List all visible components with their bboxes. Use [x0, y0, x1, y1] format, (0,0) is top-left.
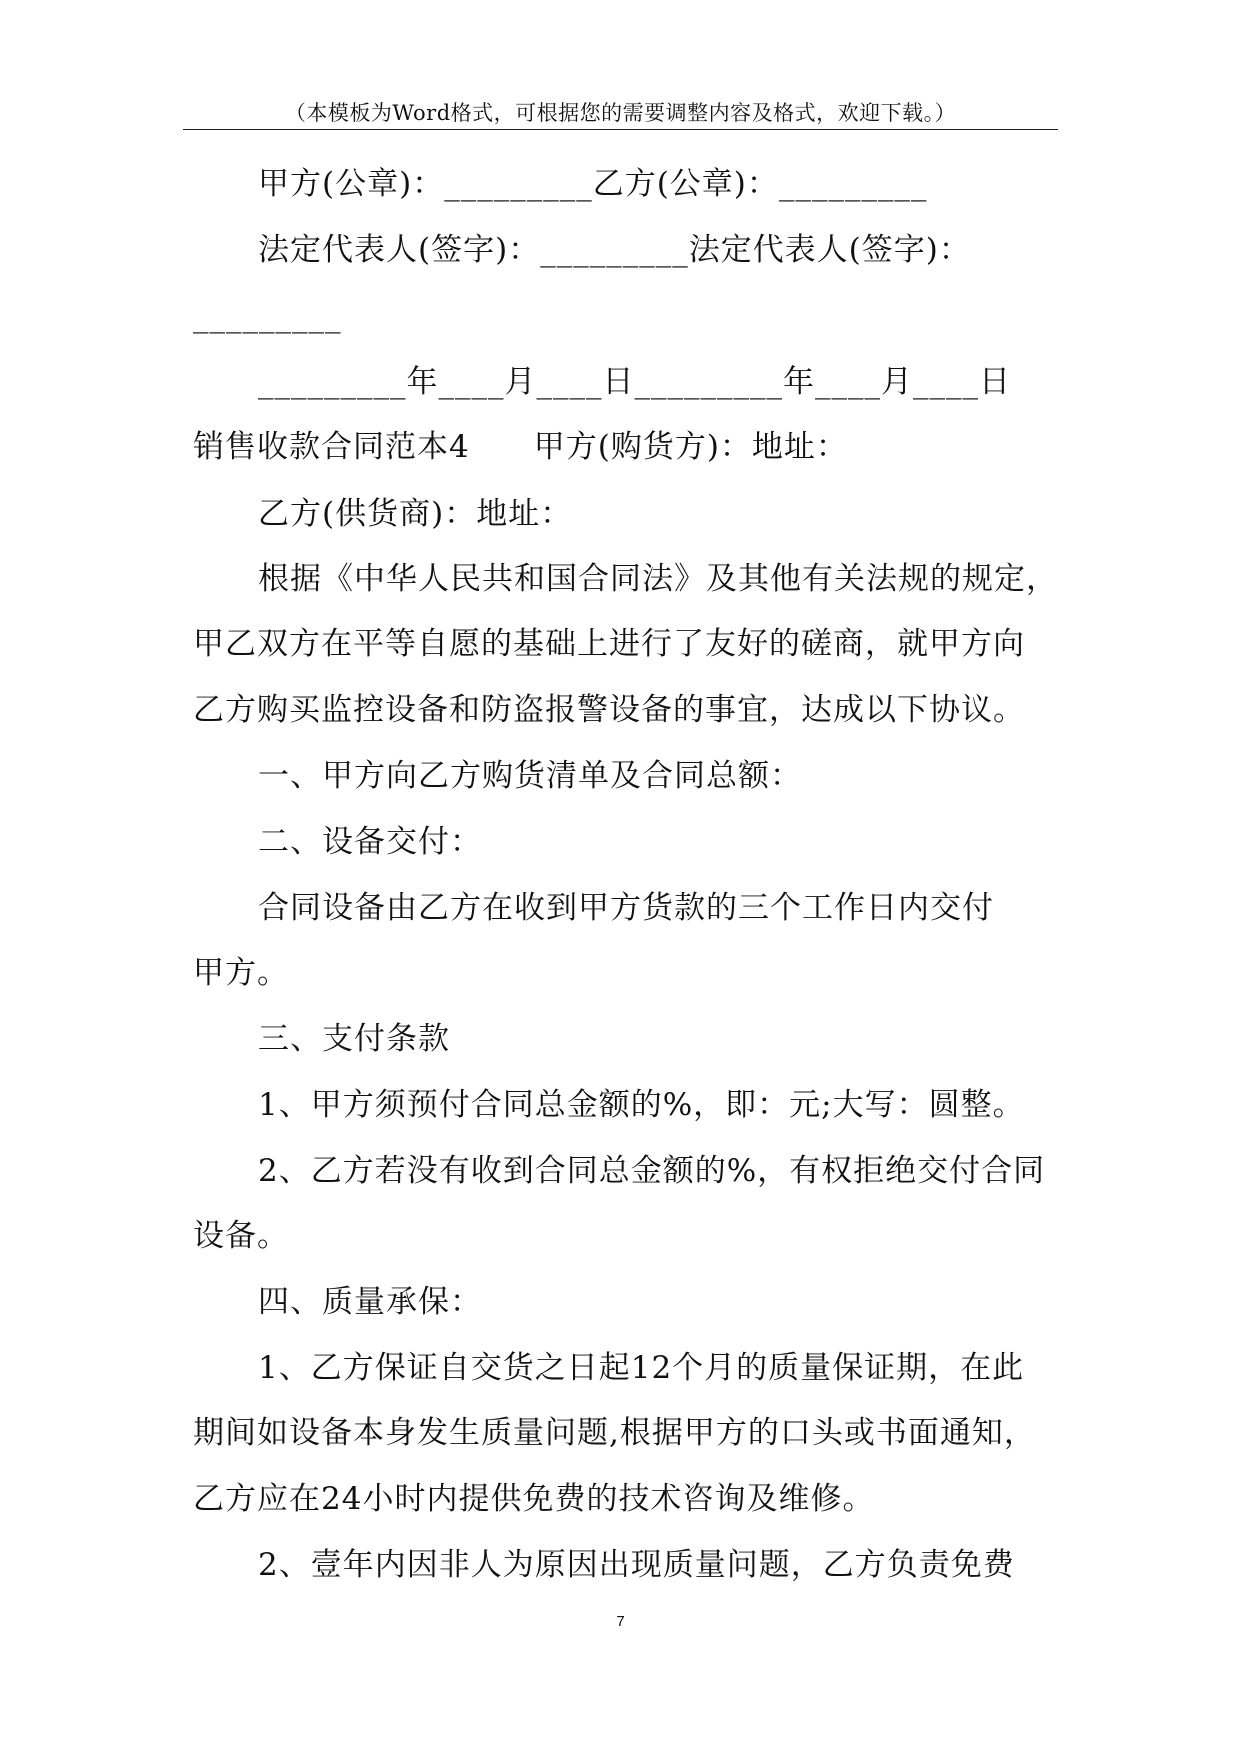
page-number: 7 — [616, 1613, 625, 1630]
paragraph-line: 乙方购买监控设备和防盗报警设备的事宜，达成以下协议。 — [193, 692, 1025, 728]
header-note: （本模板为Word格式，可根据您的需要调整内容及格式，欢迎下载。） — [284, 101, 957, 125]
section-heading: 一、甲方向乙方购货清单及合同总额： — [258, 758, 802, 794]
paragraph-line: 甲方。 — [193, 955, 289, 991]
signature-line-representative: 法定代表人(签字)：_________法定代表人(签字)： — [258, 232, 971, 268]
paragraph-line: 合同设备由乙方在收到甲方货款的三个工作日内交付 — [258, 890, 994, 926]
date-line: _________年____月____日_________年____月____日 — [258, 364, 1011, 400]
paragraph-line: 乙方应在24小时内提供免费的技术咨询及维修。 — [193, 1481, 875, 1517]
paragraph-line: 1、甲方须预付合同总金额的%，即：元;大写：圆整。 — [258, 1087, 1025, 1123]
signature-blank: _________ — [193, 298, 342, 334]
section-heading: 二、设备交付： — [258, 824, 482, 860]
paragraph-line: 根据《中华人民共和国合同法》及其他有关法规的规定， — [258, 561, 1058, 597]
paragraph-line: 2、乙方若没有收到合同总金额的%，有权拒绝交付合同 — [258, 1153, 1046, 1189]
paragraph-line: 2、壹年内因非人为原因出现质量问题，乙方负责免费 — [258, 1547, 1015, 1583]
header-divider — [183, 129, 1058, 130]
paragraph-line: 1、乙方保证自交货之日起12个月的质量保证期，在此 — [258, 1350, 1025, 1386]
party-b-line: 乙方(供货商)：地址： — [258, 496, 573, 532]
paragraph-line: 期间如设备本身发生质量问题,根据甲方的口头或书面通知， — [193, 1415, 1036, 1451]
signature-line-seal: 甲方(公章)：_________乙方(公章)：_________ — [258, 166, 928, 202]
section-heading: 三、支付条款 — [258, 1021, 450, 1057]
paragraph-line: 设备。 — [193, 1218, 289, 1254]
paragraph-line: 甲乙双方在平等自愿的基础上进行了友好的磋商，就甲方向 — [193, 626, 1025, 662]
section-heading: 四、质量承保： — [258, 1284, 482, 1320]
contract-title-line: 销售收款合同范本4 甲方(购货方)：地址： — [193, 429, 848, 465]
